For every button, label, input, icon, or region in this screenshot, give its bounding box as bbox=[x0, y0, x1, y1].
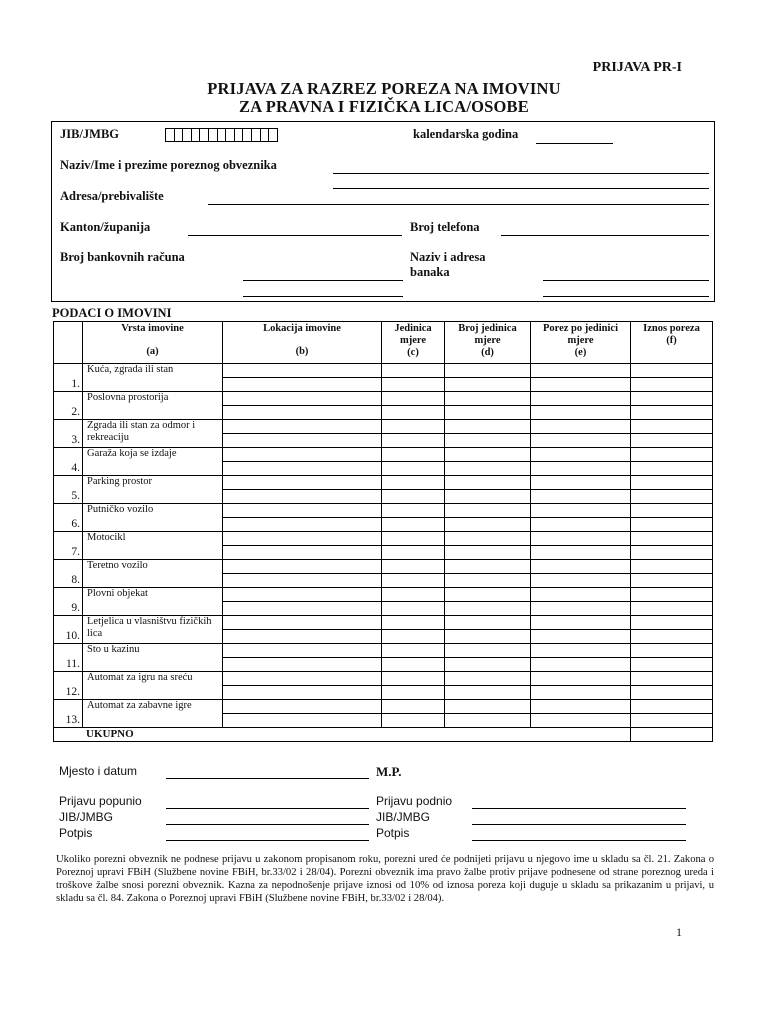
column-label: Vrsta imovine bbox=[121, 323, 184, 334]
column-code: (c) bbox=[407, 347, 419, 358]
place-date-field[interactable] bbox=[166, 778, 369, 779]
property-type-label: Automat za zabavne igre bbox=[83, 700, 223, 728]
entry-cell[interactable] bbox=[223, 630, 382, 644]
entry-cell[interactable] bbox=[382, 574, 445, 588]
entry-cell[interactable] bbox=[223, 532, 382, 546]
entry-cell[interactable] bbox=[223, 476, 382, 490]
entry-cell[interactable] bbox=[223, 434, 382, 448]
page-number: 1 bbox=[676, 925, 682, 939]
stamp-label: M.P. bbox=[376, 764, 402, 779]
table-row bbox=[54, 616, 713, 630]
entry-cell[interactable] bbox=[223, 644, 382, 658]
jib-right-field[interactable] bbox=[472, 824, 686, 825]
property-type-label: Plovni objekat bbox=[83, 588, 223, 616]
jib-right-label: JIB/JMBG bbox=[376, 810, 431, 824]
row-number: 13. bbox=[54, 700, 83, 728]
row-number: 2. bbox=[54, 392, 83, 420]
entry-cell[interactable] bbox=[223, 462, 382, 476]
filled-by-label: Prijavu popunio bbox=[59, 794, 142, 808]
row-number: 8. bbox=[54, 560, 83, 588]
entry-cell[interactable] bbox=[531, 546, 631, 560]
entry-cell[interactable] bbox=[531, 714, 631, 728]
entry-cell[interactable] bbox=[531, 462, 631, 476]
row-number: 5. bbox=[54, 476, 83, 504]
entry-cell[interactable] bbox=[445, 378, 531, 392]
entry-cell[interactable] bbox=[631, 364, 713, 378]
entry-cell[interactable] bbox=[382, 420, 445, 434]
column-header bbox=[445, 322, 531, 364]
taxpayer-info-box bbox=[51, 121, 715, 302]
entry-cell[interactable] bbox=[531, 420, 631, 434]
entry-cell[interactable] bbox=[631, 686, 713, 700]
entry-cell[interactable] bbox=[531, 518, 631, 532]
submitted-by-label: Prijavu podnio bbox=[376, 794, 453, 808]
row-number: 9. bbox=[54, 588, 83, 616]
submitted-by-field[interactable] bbox=[472, 808, 686, 809]
column-header bbox=[83, 322, 223, 364]
entry-cell[interactable] bbox=[445, 462, 531, 476]
entry-cell[interactable] bbox=[531, 630, 631, 644]
column-header bbox=[382, 322, 445, 364]
entry-cell[interactable] bbox=[531, 448, 631, 462]
entry-cell[interactable] bbox=[531, 658, 631, 672]
phone-label: Broj telefona bbox=[410, 220, 480, 234]
entry-cell[interactable] bbox=[223, 518, 382, 532]
entry-cell[interactable] bbox=[445, 434, 531, 448]
entry-cell[interactable] bbox=[223, 420, 382, 434]
total-label: UKUPNO bbox=[54, 728, 631, 742]
entry-cell[interactable] bbox=[445, 448, 531, 462]
entry-cell[interactable] bbox=[382, 532, 445, 546]
entry-cell[interactable] bbox=[631, 490, 713, 504]
entry-cell[interactable] bbox=[445, 602, 531, 616]
entry-cell[interactable] bbox=[445, 476, 531, 490]
address-field[interactable] bbox=[208, 204, 709, 205]
row-number: 11. bbox=[54, 644, 83, 672]
entry-cell[interactable] bbox=[531, 476, 631, 490]
bank-accounts-field[interactable] bbox=[243, 280, 403, 281]
property-type-label: Teretno vozilo bbox=[83, 560, 223, 588]
column-header bbox=[223, 322, 382, 364]
legal-footnote: Ukoliko porezni obveznik ne podnese prijavu u zakonom propisanom roku, porezni ured će podnijeti prijavu u njegovo ime u skladu sa čl. 21. Zakona o Poreznoj upravi FBiH (Službene novine FBiH, br.33/02 i 28/04). Porezni obveznik ima pravo žalbe protiv prijave podnesene od strane poreznog ureda i troškove žalbe snosi porezni obveznik. Kazna za nepodnošenje prijave iznosi od 10% od iznosa poreza koji duguje u skladu sa prikazanim u prijavi, u skladu sa čl. 84. Zakona o Poreznoj upravi FBiH (Službene novine FBiH, br.33/02 i 28/04). bbox=[56, 854, 714, 904]
table-row bbox=[54, 560, 713, 574]
entry-cell[interactable] bbox=[223, 560, 382, 574]
entry-cell[interactable] bbox=[531, 560, 631, 574]
entry-cell[interactable] bbox=[445, 420, 531, 434]
entry-cell[interactable] bbox=[531, 392, 631, 406]
entry-cell[interactable] bbox=[445, 630, 531, 644]
entry-cell[interactable] bbox=[223, 546, 382, 560]
entry-cell[interactable] bbox=[382, 378, 445, 392]
row-number: 12. bbox=[54, 672, 83, 700]
total-amount-cell[interactable] bbox=[631, 728, 713, 742]
row-number: 4. bbox=[54, 448, 83, 476]
entry-cell[interactable] bbox=[223, 574, 382, 588]
entry-cell[interactable] bbox=[445, 364, 531, 378]
entry-cell[interactable] bbox=[382, 364, 445, 378]
property-type-label: Letjelica u vlasništvu fizičkih lica bbox=[83, 616, 223, 644]
entry-cell[interactable] bbox=[631, 420, 713, 434]
row-number: 3. bbox=[54, 420, 83, 448]
entry-cell[interactable] bbox=[531, 686, 631, 700]
entry-cell[interactable] bbox=[445, 406, 531, 420]
table-row bbox=[54, 364, 713, 378]
table-row bbox=[54, 476, 713, 490]
row-number: 1. bbox=[54, 364, 83, 392]
entry-cell[interactable] bbox=[382, 616, 445, 630]
entry-cell[interactable] bbox=[631, 392, 713, 406]
entry-cell[interactable] bbox=[631, 714, 713, 728]
entry-cell[interactable] bbox=[631, 602, 713, 616]
property-type-label: Zgrada ili stan za odmor i rekreaciju bbox=[83, 420, 223, 448]
table-row bbox=[54, 700, 713, 714]
entry-cell[interactable] bbox=[531, 406, 631, 420]
entry-cell[interactable] bbox=[531, 616, 631, 630]
table-row bbox=[54, 504, 713, 518]
column-label: Broj jedinica mjere bbox=[458, 323, 517, 346]
entry-cell[interactable] bbox=[631, 630, 713, 644]
total-row bbox=[54, 728, 713, 742]
column-code: (a) bbox=[146, 346, 159, 357]
entry-cell[interactable] bbox=[223, 602, 382, 616]
property-table bbox=[53, 321, 713, 742]
entry-cell[interactable] bbox=[531, 574, 631, 588]
entry-cell[interactable] bbox=[223, 504, 382, 518]
entry-cell[interactable] bbox=[382, 560, 445, 574]
bank-name-field[interactable] bbox=[543, 280, 709, 281]
entry-cell[interactable] bbox=[223, 700, 382, 714]
entry-cell[interactable] bbox=[382, 714, 445, 728]
table-row bbox=[54, 644, 713, 658]
form-title-line-2: ZA PRAVNA I FIZIČKA LICA/OSOBE bbox=[239, 97, 529, 116]
table-row bbox=[54, 420, 713, 434]
entry-cell[interactable] bbox=[382, 504, 445, 518]
entry-cell[interactable] bbox=[382, 518, 445, 532]
entry-cell[interactable] bbox=[531, 504, 631, 518]
property-type-label: Motocikl bbox=[83, 532, 223, 560]
entry-cell[interactable] bbox=[631, 434, 713, 448]
jib-digit-box[interactable] bbox=[268, 128, 278, 142]
column-code: (f) bbox=[666, 335, 677, 346]
table-header-row bbox=[54, 322, 713, 364]
entry-cell[interactable] bbox=[382, 392, 445, 406]
canton-field[interactable] bbox=[188, 235, 402, 236]
entry-cell[interactable] bbox=[531, 532, 631, 546]
address-label: Adresa/prebivalište bbox=[60, 189, 164, 203]
entry-cell[interactable] bbox=[382, 644, 445, 658]
table-row bbox=[54, 672, 713, 686]
entry-cell[interactable] bbox=[631, 462, 713, 476]
bank-name-label-2: banaka bbox=[410, 265, 450, 279]
signature-right-label: Potpis bbox=[376, 826, 410, 840]
property-type-label: Automat za igru na sreću bbox=[83, 672, 223, 700]
entry-cell[interactable] bbox=[223, 658, 382, 672]
property-type-label: Garaža koja se izdaje bbox=[83, 448, 223, 476]
entry-cell[interactable] bbox=[445, 504, 531, 518]
entry-cell[interactable] bbox=[223, 686, 382, 700]
entry-cell[interactable] bbox=[631, 378, 713, 392]
property-type-label: Poslovna prostorija bbox=[83, 392, 223, 420]
column-header bbox=[631, 322, 713, 364]
entry-cell[interactable] bbox=[631, 546, 713, 560]
column-code: (b) bbox=[295, 346, 309, 357]
entry-cell[interactable] bbox=[631, 644, 713, 658]
entry-cell[interactable] bbox=[445, 518, 531, 532]
column-label: Lokacija imovine bbox=[263, 323, 341, 334]
column-code: (e) bbox=[574, 347, 587, 358]
property-type-label: Putničko vozilo bbox=[83, 504, 223, 532]
canton-label: Kanton/županija bbox=[60, 220, 151, 234]
bank-accounts-field-2[interactable] bbox=[243, 296, 403, 297]
bank-name-label-1: Naziv i adresa bbox=[410, 250, 486, 264]
column-label: Jedinica mjere bbox=[394, 323, 432, 346]
entry-cell[interactable] bbox=[445, 560, 531, 574]
jib-label: JIB/JMBG bbox=[60, 127, 120, 141]
property-type-label: Sto u kazinu bbox=[83, 644, 223, 672]
phone-field[interactable] bbox=[501, 235, 709, 236]
entry-cell[interactable] bbox=[531, 588, 631, 602]
column-label: Iznos poreza bbox=[643, 323, 700, 334]
entry-cell[interactable] bbox=[531, 700, 631, 714]
entry-cell[interactable] bbox=[223, 392, 382, 406]
form-title-line-1: PRIJAVA ZA RAZREZ POREZA NA IMOVINU bbox=[207, 79, 561, 98]
year-label: kalendarska godina bbox=[413, 127, 519, 141]
entry-cell[interactable] bbox=[382, 630, 445, 644]
property-type-label: Parking prostor bbox=[83, 476, 223, 504]
bank-accounts-label: Broj bankovnih računa bbox=[60, 250, 185, 264]
entry-cell[interactable] bbox=[531, 602, 631, 616]
entry-cell[interactable] bbox=[223, 588, 382, 602]
jib-input-boxes[interactable] bbox=[166, 128, 278, 142]
signature-right-field[interactable] bbox=[472, 840, 686, 841]
entry-cell[interactable] bbox=[445, 546, 531, 560]
entry-cell[interactable] bbox=[445, 686, 531, 700]
entry-cell[interactable] bbox=[382, 476, 445, 490]
entry-cell[interactable] bbox=[631, 518, 713, 532]
table-row bbox=[54, 392, 713, 406]
entry-cell[interactable] bbox=[531, 490, 631, 504]
filled-by-field[interactable] bbox=[166, 808, 369, 809]
entry-cell[interactable] bbox=[445, 532, 531, 546]
signature-left-label: Potpis bbox=[59, 826, 93, 840]
entry-cell[interactable] bbox=[631, 616, 713, 630]
entry-cell[interactable] bbox=[531, 378, 631, 392]
entry-cell[interactable] bbox=[382, 462, 445, 476]
entry-cell[interactable] bbox=[382, 434, 445, 448]
header-number-cell bbox=[54, 322, 83, 364]
entry-cell[interactable] bbox=[531, 672, 631, 686]
entry-cell[interactable] bbox=[382, 406, 445, 420]
entry-cell[interactable] bbox=[631, 448, 713, 462]
entry-cell[interactable] bbox=[445, 588, 531, 602]
entry-cell[interactable] bbox=[631, 574, 713, 588]
entry-cell[interactable] bbox=[531, 364, 631, 378]
entry-cell[interactable] bbox=[382, 448, 445, 462]
column-code: (d) bbox=[481, 347, 494, 358]
entry-cell[interactable] bbox=[382, 588, 445, 602]
jib-left-label: JIB/JMBG bbox=[59, 810, 114, 824]
year-field[interactable] bbox=[536, 143, 613, 144]
entry-cell[interactable] bbox=[382, 490, 445, 504]
entry-cell[interactable] bbox=[382, 686, 445, 700]
entry-cell[interactable] bbox=[445, 658, 531, 672]
place-date-label: Mjesto i datum bbox=[59, 764, 138, 778]
row-number: 6. bbox=[54, 504, 83, 532]
property-type-label: Kuća, zgrada ili stan bbox=[83, 364, 223, 392]
table-row bbox=[54, 532, 713, 546]
taxpayer-name-field-2[interactable] bbox=[333, 188, 709, 189]
entry-cell[interactable] bbox=[223, 364, 382, 378]
jib-left-field[interactable] bbox=[166, 824, 369, 825]
property-section-title: PODACI O IMOVINI bbox=[52, 306, 172, 320]
taxpayer-name-label: Naziv/Ime i prezime poreznog obveznika bbox=[60, 158, 277, 172]
entry-cell[interactable] bbox=[445, 392, 531, 406]
signature-left-field[interactable] bbox=[166, 840, 369, 841]
entry-cell[interactable] bbox=[631, 588, 713, 602]
form-code: PRIJAVA PR-I bbox=[592, 60, 682, 75]
column-label: Porez po jedinici mjere bbox=[542, 323, 619, 346]
entry-cell[interactable] bbox=[445, 700, 531, 714]
entry-cell[interactable] bbox=[445, 574, 531, 588]
table-row bbox=[54, 588, 713, 602]
entry-cell[interactable] bbox=[223, 616, 382, 630]
entry-cell[interactable] bbox=[631, 504, 713, 518]
taxpayer-name-field[interactable] bbox=[333, 173, 709, 174]
entry-cell[interactable] bbox=[631, 532, 713, 546]
entry-cell[interactable] bbox=[223, 406, 382, 420]
entry-cell[interactable] bbox=[445, 672, 531, 686]
entry-cell[interactable] bbox=[382, 602, 445, 616]
column-header bbox=[531, 322, 631, 364]
entry-cell[interactable] bbox=[223, 448, 382, 462]
entry-cell[interactable] bbox=[631, 700, 713, 714]
entry-cell[interactable] bbox=[382, 700, 445, 714]
entry-cell[interactable] bbox=[223, 490, 382, 504]
entry-cell[interactable] bbox=[445, 616, 531, 630]
entry-cell[interactable] bbox=[445, 644, 531, 658]
entry-cell[interactable] bbox=[631, 406, 713, 420]
row-number: 10. bbox=[54, 616, 83, 644]
entry-cell[interactable] bbox=[531, 644, 631, 658]
entry-cell[interactable] bbox=[631, 560, 713, 574]
table-row bbox=[54, 448, 713, 462]
entry-cell[interactable] bbox=[223, 378, 382, 392]
entry-cell[interactable] bbox=[631, 658, 713, 672]
entry-cell[interactable] bbox=[445, 714, 531, 728]
entry-cell[interactable] bbox=[531, 434, 631, 448]
entry-cell[interactable] bbox=[631, 672, 713, 686]
bank-name-field-2[interactable] bbox=[543, 296, 709, 297]
entry-cell[interactable] bbox=[382, 658, 445, 672]
row-number: 7. bbox=[54, 532, 83, 560]
entry-cell[interactable] bbox=[382, 672, 445, 686]
entry-cell[interactable] bbox=[445, 490, 531, 504]
entry-cell[interactable] bbox=[382, 546, 445, 560]
entry-cell[interactable] bbox=[223, 672, 382, 686]
entry-cell[interactable] bbox=[631, 476, 713, 490]
entry-cell[interactable] bbox=[223, 714, 382, 728]
